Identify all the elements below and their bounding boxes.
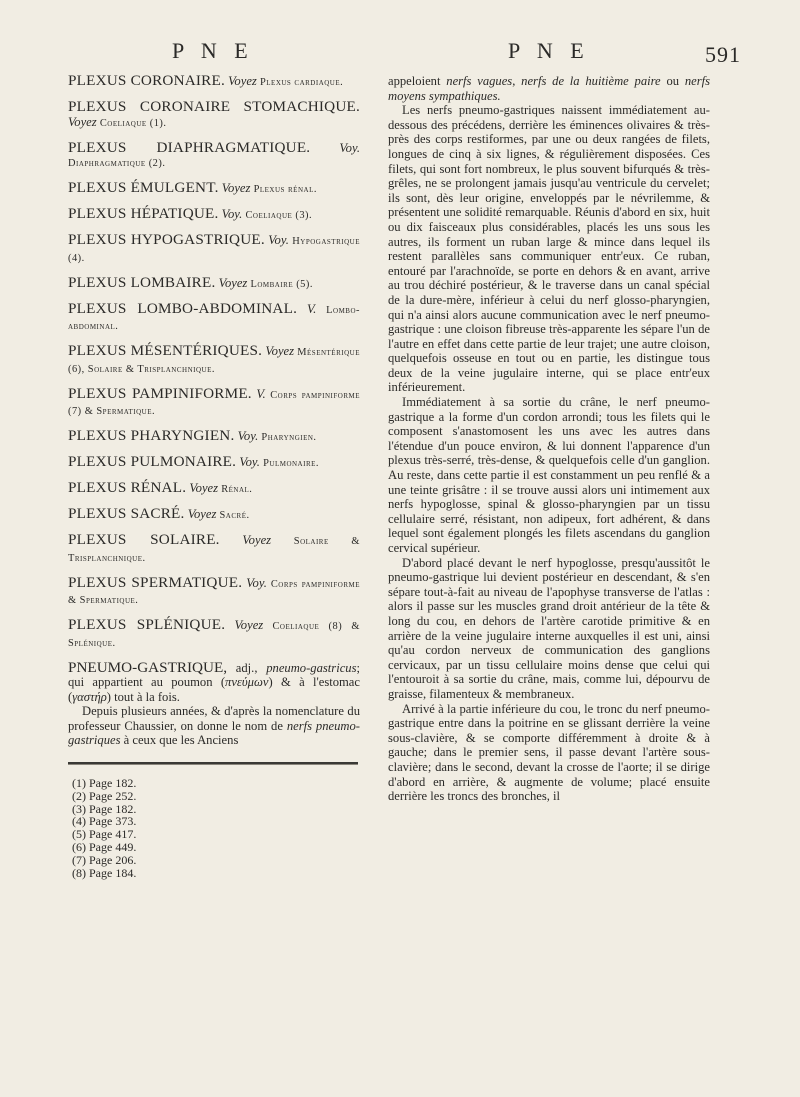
right-column bbox=[388, 74, 710, 804]
cross-reference: Lombaire (5). bbox=[250, 278, 313, 290]
right-paragraph-origin: Les nerfs pneumo-gastriques naissent immédiatement au-dessous des précédens, derrière les éminences olivaires & très-près des corps restiformes, par une ou deux rangées de filets, longues de cinq à six lignes, & régulièrement disposées. Ces filets, qui sont fort nombreux, le plus souvent bifurqués & très-grêles, ne se prolongent jamais jusqu'au ventricule du cervelet; ils sont, dès leur origine, enveloppés par le névrilemme, & présentent une solidité remarquable. Réunis d'abord en six, huit ou dix faisceaux plus considérables, placés les uns sous les autres, ils forment un ruban large & mince dans lequel ils restent parallèles sans communiquer entr'eux. Ce ruban, entouré par l'arachnoïde, se porte en dehors & en avant, arrive au trou déchiré postérieur, & le traverse dans un canal spécial de la dure-mère, inférieur à celui du nerf glosso-pharyngien, qui n'a ainsi alors aucune communication avec le nerf pneumo-gastrique : une cloison fibreuse très-apparente les sépare l'un de l'autre en effet dans cette partie de leur trajet; une autre cloison, quelquefois osseuse en tout ou en partie, les distingue tous deux de la veine jugulaire interne, qui se place entr'eux inférieurement. bbox=[388, 103, 710, 395]
cross-reference: Diaphragmatique (2). bbox=[68, 158, 166, 169]
latin-term: pneumo-gastricus bbox=[266, 660, 357, 675]
paragraph-text: , bbox=[512, 74, 516, 88]
cross-reference: Pharyngien. bbox=[261, 432, 317, 443]
dictionary-entry bbox=[68, 100, 360, 131]
cross-reference: Solaire & Trisplanchnique. bbox=[68, 536, 360, 564]
dictionary-entry bbox=[68, 507, 360, 524]
dictionary-entry bbox=[68, 273, 360, 293]
pneumo-paragraph bbox=[68, 704, 360, 748]
see-reference-label: Voy. bbox=[239, 455, 260, 469]
entry-headword: PLEXUS HYPOGASTRIQUE. bbox=[68, 231, 265, 248]
footnote-item: (5) Page 417. bbox=[72, 827, 137, 842]
entry-headword: PLEXUS CORONAIRE STOMACHIQUE. bbox=[68, 98, 360, 115]
entry-headword: PLEXUS CORONAIRE. bbox=[68, 72, 225, 89]
right-paragraph-thorax: Arrivé à la partie inférieure du cou, le tronc du nerf pneumo-gastrique entre dans la poitrine en se glissant derrière la veine sous-clavière, & se comporte différemment à droite & à gauche; dans le premier sens, il passe devant l'artère sous-clavière; dans le second, devant la crosse de l'aorte; il se dirige d'abord en arrière, & augmente de volume; placé ensuite derrière les troncs des bronches, il bbox=[388, 701, 710, 804]
entry-headword: PLEXUS SPLÉNIQUE. bbox=[68, 616, 226, 633]
see-reference-label: Voyez bbox=[68, 114, 97, 129]
paragraph-text: à ceux que les Anciens bbox=[123, 733, 239, 748]
cross-reference: Rénal. bbox=[221, 484, 253, 495]
footnote-item: (1) Page 182. bbox=[72, 776, 137, 791]
see-reference-label: Voy. bbox=[221, 207, 243, 221]
entry-headword: PLEXUS PULMONAIRE. bbox=[68, 453, 237, 470]
entry-headword: PLEXUS LOMBO-ABDOMINAL. bbox=[68, 299, 298, 317]
entry-headword: PLEXUS LOMBAIRE. bbox=[68, 273, 216, 291]
right-running-head: P N E bbox=[508, 38, 590, 63]
entry-headword: PLEXUS SOLAIRE. bbox=[68, 531, 220, 548]
see-reference-label: Voy. bbox=[339, 140, 360, 155]
dictionary-entry bbox=[68, 455, 360, 472]
entry-headword: PLEXUS MÉSENTÉRIQUES. bbox=[68, 342, 263, 359]
right-paragraph-course: D'abord placé devant le nerf hypoglosse, presqu'aussitôt le pneumo-gastrique lui devient postérieur en descendant, & s'en sépare tout-à-fait au niveau de l'apophyse transverse de l'atlas : alors il passe sur les muscles grand droit antérieur de la tête & long du cou, en dehors de l'artère carotide primitive & en arrière de la veine jugulaire interne auxquelles il est uni, ainsi qu'au cordon nerveux de communication des ganglions cervicaux, par un tissu cellulaire moins dense que celui qui l'entouroit à sa sortie du crâne, mais, comme lui, dépourvu de graisse, filamenteux & membraneux. bbox=[388, 555, 710, 701]
greek-term: γαστήρ bbox=[72, 689, 107, 704]
entry-headword: PLEXUS HÉPATIQUE. bbox=[68, 205, 219, 222]
entry-headword: PLEXUS ÉMULGENT. bbox=[68, 179, 219, 196]
see-reference-label: V. bbox=[256, 386, 266, 401]
italic-term: nerfs vagues bbox=[446, 74, 513, 88]
dictionary-entry bbox=[68, 533, 360, 566]
paragraph-text: appeloient bbox=[388, 74, 441, 88]
dictionary-entry bbox=[68, 384, 360, 420]
footnote-item: (7) Page 206. bbox=[72, 852, 137, 867]
cross-reference: Plexus cardiaque. bbox=[259, 77, 344, 88]
dictionary-entry bbox=[68, 207, 360, 224]
dictionary-entry bbox=[68, 299, 360, 335]
entry-headword: PLEXUS SACRÉ. bbox=[68, 505, 185, 522]
definition-text: ) & à l'estomac ( bbox=[68, 675, 360, 704]
see-reference-label: Voyez bbox=[228, 74, 257, 88]
dictionary-entry bbox=[68, 481, 360, 498]
cross-reference: Coeliaque (8) & Splénique. bbox=[68, 621, 360, 649]
cross-reference: Coeliaque (1). bbox=[99, 117, 167, 129]
see-reference-label: Voyez bbox=[189, 481, 219, 495]
running-header bbox=[0, 38, 800, 68]
italic-term: nerfs moyens sympathiques. bbox=[388, 74, 711, 103]
italic-term: nerfs pneumo-gastriques bbox=[68, 718, 360, 748]
footnote-item: (8) Page 184. bbox=[72, 865, 137, 880]
dictionary-entry bbox=[68, 344, 360, 377]
plexus-entries bbox=[68, 74, 360, 651]
grammar-label: adj., bbox=[235, 660, 258, 675]
entry-headword: PLEXUS DIAPHRAGMATIQUE. bbox=[68, 138, 311, 156]
right-paragraph-continued bbox=[388, 74, 710, 103]
paragraph-text: ou bbox=[666, 74, 680, 88]
cross-reference: Corps pampiniforme (7) & Spermatique. bbox=[68, 389, 360, 417]
cross-reference: Hypogastrique (4). bbox=[68, 236, 360, 264]
dictionary-entry bbox=[68, 74, 360, 91]
dictionary-entry bbox=[68, 233, 360, 266]
left-column bbox=[68, 74, 360, 879]
definition-text: ) tout à la fois. bbox=[106, 689, 180, 704]
pneumo-definition bbox=[68, 658, 360, 705]
left-running-head: P N E bbox=[172, 38, 254, 63]
footnote-item: (2) Page 252. bbox=[72, 788, 137, 803]
italic-term: nerfs de la huitième paire bbox=[521, 74, 661, 88]
entry-headword: PLEXUS RÉNAL. bbox=[68, 479, 187, 496]
cross-reference: Plexus rénal. bbox=[253, 184, 317, 195]
right-paragraph-exit: Immédiatement à sa sortie du crâne, le nerf pneumo-gastrique a la forme d'un cordon arrondi; tous les filets qui le composent s'anastomosent les uns avec les autres dans l'étendue d'un pouce environ, & lui donnent l'apparence d'un plexus très-serré, très-dense, & quelquefois celle d'un ganglion. Au reste, dans cette partie il est constamment un peu renflé & a une teinte grisâtre : il se trouve aussi alors uni intimement aux nerfs hypoglosse, spinal & glosso-pharyngien par un tissu cellulaire serré, résistant, non adipeux, fort adhérent, & dans lequel sont également plongés les filets ascendans du ganglion cervical supérieur. bbox=[388, 395, 710, 555]
cross-reference: Pulmonaire. bbox=[263, 458, 319, 469]
dictionary-entry bbox=[68, 138, 360, 172]
see-reference-label: Voyez bbox=[242, 533, 272, 547]
page-number: 591 bbox=[705, 42, 741, 67]
see-reference-label: Voy. bbox=[246, 575, 267, 590]
cross-reference: Corps pampiniforme & Spermatique. bbox=[68, 578, 360, 606]
dictionary-entry bbox=[68, 618, 360, 651]
dictionary-entry bbox=[68, 573, 360, 609]
cross-reference: Mésentérique (6), Solaire & Trisplanchnique. bbox=[68, 347, 360, 375]
cross-reference: Lombo-abdominal. bbox=[68, 304, 360, 332]
see-reference-label: Voy. bbox=[268, 233, 289, 247]
paragraph-text: Depuis plusieurs années, & d'après la nomenclature du professeur Chaussier, on donne le nom de bbox=[68, 704, 360, 733]
see-reference-label: V. bbox=[307, 301, 317, 316]
see-reference-label: Voy. bbox=[237, 429, 259, 443]
entry-headword: PLEXUS SPERMATIQUE. bbox=[68, 573, 243, 591]
see-reference-label: Voyez bbox=[218, 275, 248, 290]
cross-reference: Coeliaque (3). bbox=[245, 210, 313, 221]
dictionary-entry bbox=[68, 181, 360, 198]
see-reference-label: Voyez bbox=[234, 618, 264, 632]
dictionary-entry bbox=[68, 429, 360, 446]
see-reference-label: Voyez bbox=[265, 344, 295, 358]
footnotes bbox=[68, 777, 360, 879]
see-reference-label: Voyez bbox=[221, 181, 251, 195]
footnote-rule bbox=[68, 762, 358, 765]
cross-reference: Sacré. bbox=[219, 510, 250, 521]
entry-headword: PNEUMO-GASTRIQUE, bbox=[68, 658, 228, 676]
definition-text: ; qui appartient au poumon ( bbox=[68, 660, 360, 690]
greek-term: πνεύμων bbox=[225, 675, 269, 690]
footnote-item: (4) Page 373. bbox=[72, 814, 137, 829]
entry-headword: PLEXUS PHARYNGIEN. bbox=[68, 427, 235, 444]
entry-headword: PLEXUS PAMPINIFORME. bbox=[68, 384, 252, 402]
see-reference-label: Voyez bbox=[187, 507, 217, 521]
footnote-item: (3) Page 182. bbox=[72, 801, 137, 816]
footnote-item: (6) Page 449. bbox=[72, 840, 137, 855]
